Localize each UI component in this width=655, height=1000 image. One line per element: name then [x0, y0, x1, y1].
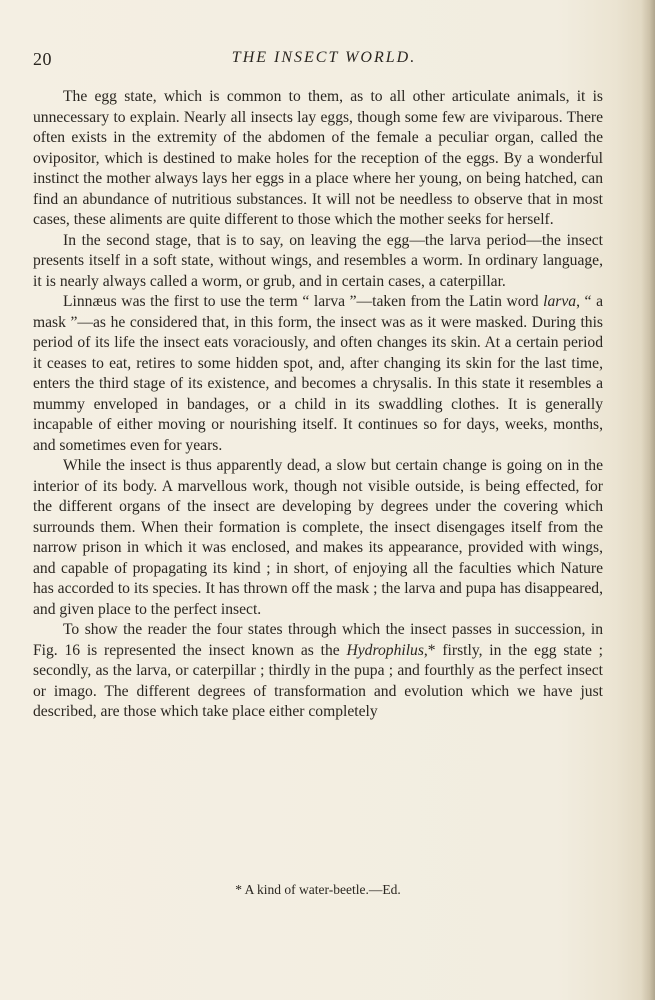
page-edge-shadow — [641, 0, 655, 1000]
text-segment: , “ a mask ”—as he considered that, in this form, the insect was as it were masked. During this period of its life the insect eats voraciously, and often changes its skin. At a certain period it ceases to eat, retires to some hidden spot, and, after changing its skin for the last time, enters the third stage of its existence, and becomes a chrysalis. In this state it resembles a mummy enveloped in bandages, or a child in its swaddling clothes. It is generally incapable of either moving or nourishing itself. It continues so for days, weeks, months, and sometimes even for years. — [33, 293, 603, 454]
text-segment: To show the reader the four states through which the insect passes in succession, in Fig. 16 is represented the insect known as the — [33, 621, 603, 659]
running-title: THE INSECT WORLD. — [231, 49, 417, 66]
text-segment: While the insect is thus apparently dead, a slow but certain change is going on in the interior of its body. A marvellous work, though not visible outside, is being effected, for the different organs of the insect are developing by degrees under the covering which surrounds them. When their formation is complete, the insect disengages itself from the narrow prison in which it was enclosed, and makes its appearance, provided with wings, and capable of propagating its kind ; in short, of enjoying all the faculties which Nature has accorded to its species. It has thrown off the mask ; the larva and pupa has disappeared, and given place to the perfect insect. — [33, 457, 604, 618]
paragraph — [33, 87, 603, 231]
paragraph — [33, 456, 603, 620]
italic-term: larva — [543, 293, 577, 310]
text-segment: The egg state, which is common to them, as to all other articulate animals, it is unnecessary to explain. Nearly all insects lay eggs, though some few are viviparous. There often exists in the extremity of the abdomen of the female a peculiar organ, called the ovipositor, which is destined to make holes for the reception of the eggs. By a wonderful instinct the mother always lays her eggs in a place where her young, on being hatched, can find an abundance of nutritious substances. It will not be needless to observe that in most cases, these aliments are quite different to those which the mother seeks for herself. — [33, 88, 603, 228]
text-segment: Linnæus was the first to use the term “ larva ”—taken from the Latin word — [63, 293, 544, 310]
footnote: * A kind of water-beetle.—Ed. — [235, 882, 401, 897]
paragraph — [33, 231, 603, 293]
paragraph — [33, 620, 603, 723]
page-number: 20 — [33, 49, 52, 69]
paragraph — [33, 292, 603, 456]
running-head — [33, 49, 615, 71]
italic-term: Hydrophilus — [346, 641, 424, 659]
body-text — [33, 87, 603, 723]
text-segment: In the second stage, that is to say, on leaving the egg—the larva period—the insect presents itself in a soft state, without wings, and resembles a worm. In ordinary language, it is nearly always called a worm, or grub, and in certain cases, a caterpillar. — [33, 231, 603, 290]
text-segment: ,* firstly, in the egg state ; secondly, as the larva, or caterpillar ; thirdly in the pupa ; and fourthly as the perfect insect or imago. The different degrees of transformation and evolution which we have just described, are those which take place either completely — [33, 641, 604, 720]
